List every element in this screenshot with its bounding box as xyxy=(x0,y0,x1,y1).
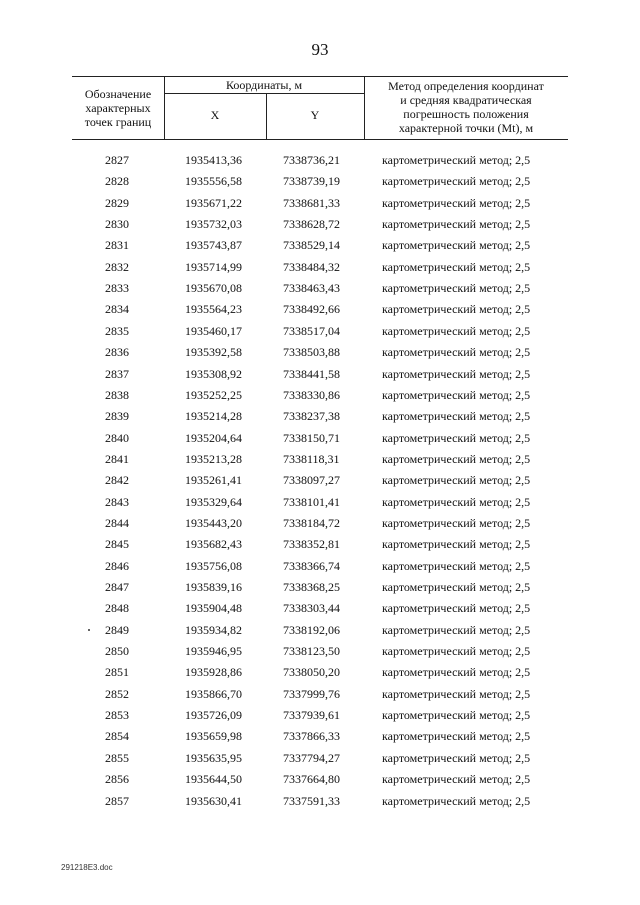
point-id-cell: 2831 xyxy=(105,238,129,253)
table-row xyxy=(0,620,640,641)
x-coordinate-cell: 1935671,22 xyxy=(185,195,242,210)
table-row xyxy=(0,214,640,235)
point-id-cell: 2856 xyxy=(105,772,129,787)
table-row xyxy=(0,449,640,470)
y-coordinate-cell: 7338484,32 xyxy=(283,259,340,274)
point-id-cell: 2830 xyxy=(105,217,129,232)
point-id-cell: 2838 xyxy=(105,387,129,402)
y-coordinate-cell: 7338118,31 xyxy=(283,451,340,466)
y-coordinate-cell: 7338503,88 xyxy=(283,345,340,360)
point-id-cell: 2850 xyxy=(105,644,129,659)
table-row xyxy=(0,470,640,491)
point-id-cell: 2844 xyxy=(105,515,129,530)
point-id-cell: 2855 xyxy=(105,750,129,765)
table-row xyxy=(0,513,640,534)
point-id-cell: 2853 xyxy=(105,708,129,723)
table-row xyxy=(0,705,640,726)
y-coordinate-cell: 7338736,21 xyxy=(283,153,340,167)
method-cell: картометрический метод; 2,5 xyxy=(382,195,531,210)
method-cell: картометрический метод; 2,5 xyxy=(382,473,531,488)
y-coordinate-cell: 7337664,80 xyxy=(283,772,340,787)
x-coordinate-cell: 1935732,03 xyxy=(185,217,242,232)
method-cell: картометрический метод; 2,5 xyxy=(382,238,531,253)
x-coordinate-cell: 1935204,64 xyxy=(185,430,242,445)
y-coordinate-cell: 7338097,27 xyxy=(283,473,340,488)
method-cell: картометрический метод; 2,5 xyxy=(382,281,531,296)
method-cell: картометрический метод; 2,5 xyxy=(382,409,531,424)
table-row xyxy=(0,193,640,214)
x-coordinate-cell: 1935635,95 xyxy=(185,750,242,765)
y-coordinate-cell: 7337999,76 xyxy=(283,686,340,701)
table-row xyxy=(0,406,640,427)
x-coordinate-cell: 1935443,20 xyxy=(185,515,242,530)
y-coordinate-cell: 7337591,33 xyxy=(283,793,340,808)
table-row xyxy=(0,492,640,513)
page-number: 93 xyxy=(311,40,329,59)
point-id-cell: 2834 xyxy=(105,302,129,317)
header-line: погрешность положения xyxy=(403,107,529,121)
point-id-cell: 2842 xyxy=(105,473,129,488)
x-coordinate-cell: 1935213,28 xyxy=(185,451,242,466)
x-coordinate-cell: 1935904,48 xyxy=(185,601,242,616)
header-line: характерных xyxy=(85,101,151,115)
point-id-cell: 2847 xyxy=(105,580,129,594)
y-coordinate-cell: 7338681,33 xyxy=(283,195,340,210)
point-id-cell: 2835 xyxy=(105,323,129,338)
method-cell: картометрический метод; 2,5 xyxy=(382,217,531,232)
method-cell: картометрический метод; 2,5 xyxy=(382,259,531,274)
point-id-cell: 2827 xyxy=(105,153,129,167)
header-top-rule xyxy=(72,76,568,77)
table-row xyxy=(0,791,640,812)
method-cell: картометрический метод; 2,5 xyxy=(382,494,531,509)
point-id-cell: 2832 xyxy=(105,259,129,274)
table-row xyxy=(0,257,640,278)
y-coordinate-cell: 7338366,74 xyxy=(283,558,340,573)
point-id-cell: 2840 xyxy=(105,430,129,445)
method-cell: картометрический метод; 2,5 xyxy=(382,366,531,381)
header-bottom-rule xyxy=(72,139,568,140)
header-method xyxy=(364,79,568,135)
table-row xyxy=(0,641,640,662)
table-row xyxy=(0,598,640,619)
method-cell: картометрический метод; 2,5 xyxy=(382,601,531,616)
x-coordinate-cell: 1935413,36 xyxy=(185,153,242,167)
table-row xyxy=(0,726,640,747)
method-cell: картометрический метод; 2,5 xyxy=(382,729,531,744)
point-id-cell: 2846 xyxy=(105,558,129,573)
y-coordinate-cell: 7338352,81 xyxy=(283,537,340,552)
point-id-cell: 2836 xyxy=(105,345,129,360)
table-row xyxy=(0,534,640,555)
footer-filename: 291218E3.doc xyxy=(61,863,113,872)
y-coordinate-cell: 7337866,33 xyxy=(283,729,340,744)
table-row xyxy=(0,342,640,363)
x-coordinate-cell: 1935392,58 xyxy=(185,345,242,360)
header-line: и средняя квадратическая xyxy=(400,93,532,107)
x-coordinate-cell: 1935934,82 xyxy=(185,622,242,637)
x-coordinate-cell: 1935261,41 xyxy=(185,473,242,488)
method-cell: картометрический метод; 2,5 xyxy=(382,708,531,723)
y-coordinate-cell: 7338441,58 xyxy=(283,366,340,381)
x-coordinate-cell: 1935308,92 xyxy=(185,366,242,381)
table-row xyxy=(0,556,640,577)
scan-speck xyxy=(88,629,90,631)
x-coordinate-cell: 1935252,25 xyxy=(185,387,242,402)
table-row xyxy=(0,428,640,449)
table-row xyxy=(0,150,640,171)
y-coordinate-cell: 7338150,71 xyxy=(283,430,340,445)
method-cell: картометрический метод; 2,5 xyxy=(382,430,531,445)
table-row xyxy=(0,748,640,769)
coordinates-rule xyxy=(164,93,364,94)
method-cell: картометрический метод; 2,5 xyxy=(382,665,531,680)
y-coordinate-cell: 7338184,72 xyxy=(283,515,340,530)
header-coordinates: Координаты, м xyxy=(225,78,303,92)
header-line: характерной точки (Mt), м xyxy=(398,121,534,135)
point-id-cell: 2837 xyxy=(105,366,129,381)
x-coordinate-cell: 1935556,58 xyxy=(185,174,242,189)
method-cell: картометрический метод; 2,5 xyxy=(382,750,531,765)
y-coordinate-cell: 7338463,43 xyxy=(283,281,340,296)
method-cell: картометрический метод; 2,5 xyxy=(382,580,531,594)
x-coordinate-cell: 1935329,64 xyxy=(185,494,242,509)
point-id-cell: 2841 xyxy=(105,451,129,466)
y-coordinate-cell: 7338050,20 xyxy=(283,665,340,680)
table-row xyxy=(0,299,640,320)
x-coordinate-cell: 1935928,86 xyxy=(185,665,242,680)
header-line: Обозначение xyxy=(84,87,152,101)
point-id-cell: 2848 xyxy=(105,601,129,616)
point-id-cell: 2851 xyxy=(105,665,129,680)
table-row xyxy=(0,769,640,790)
point-id-cell: 2852 xyxy=(105,686,129,701)
y-coordinate-cell: 7338739,19 xyxy=(283,174,340,189)
method-cell: картометрический метод; 2,5 xyxy=(382,387,531,402)
table-row xyxy=(0,278,640,299)
x-coordinate-cell: 1935630,41 xyxy=(185,793,242,808)
method-cell: картометрический метод; 2,5 xyxy=(382,772,531,787)
y-coordinate-cell: 7338237,38 xyxy=(283,409,340,424)
x-coordinate-cell: 1935214,28 xyxy=(185,409,242,424)
x-coordinate-cell: 1935743,87 xyxy=(185,238,242,253)
y-coordinate-cell: 7338529,14 xyxy=(283,238,340,253)
y-coordinate-cell: 7338192,06 xyxy=(283,622,340,637)
header-point-designation xyxy=(72,87,164,129)
x-coordinate-cell: 1935866,70 xyxy=(185,686,242,701)
method-cell: картометрический метод; 2,5 xyxy=(382,345,531,360)
point-id-cell: 2828 xyxy=(105,174,129,189)
method-cell: картометрический метод; 2,5 xyxy=(382,793,531,808)
point-id-cell: 2843 xyxy=(105,494,129,509)
x-coordinate-cell: 1935659,98 xyxy=(185,729,242,744)
table-row xyxy=(0,662,640,683)
table-row xyxy=(0,364,640,385)
method-cell: картометрический метод; 2,5 xyxy=(382,174,531,189)
y-coordinate-cell: 7338123,50 xyxy=(283,644,340,659)
y-coordinate-cell: 7338492,66 xyxy=(283,302,340,317)
x-coordinate-cell: 1935670,08 xyxy=(185,281,242,296)
point-id-cell: 2845 xyxy=(105,537,129,552)
x-coordinate-cell: 1935714,99 xyxy=(185,259,242,274)
point-id-cell: 2833 xyxy=(105,281,129,296)
method-cell: картометрический метод; 2,5 xyxy=(382,686,531,701)
x-coordinate-cell: 1935564,23 xyxy=(185,302,242,317)
x-coordinate-cell: 1935460,17 xyxy=(185,323,242,338)
header-line: точек границ xyxy=(84,115,152,129)
table-row xyxy=(0,321,640,342)
method-cell: картометрический метод; 2,5 xyxy=(382,558,531,573)
point-id-cell: 2849 xyxy=(105,622,129,637)
x-coordinate-cell: 1935946,95 xyxy=(185,644,242,659)
x-coordinate-cell: 1935839,16 xyxy=(185,580,242,594)
point-id-cell: 2857 xyxy=(105,793,129,808)
table-row xyxy=(0,385,640,406)
header-y: Y xyxy=(310,108,320,122)
x-coordinate-cell: 1935644,50 xyxy=(185,772,242,787)
y-coordinate-cell: 7338330,86 xyxy=(283,387,340,402)
table-row xyxy=(0,171,640,192)
x-coordinate-cell: 1935682,43 xyxy=(185,537,242,552)
y-coordinate-cell: 7338517,04 xyxy=(283,323,340,338)
method-cell: картометрический метод; 2,5 xyxy=(382,153,531,167)
method-cell: картометрический метод; 2,5 xyxy=(382,302,531,317)
x-coordinate-cell: 1935756,08 xyxy=(185,558,242,573)
header-line: Метод определения координат xyxy=(388,79,544,93)
point-id-cell: 2839 xyxy=(105,409,129,424)
y-coordinate-cell: 7338628,72 xyxy=(283,217,340,232)
header-x: X xyxy=(210,108,220,122)
table-row xyxy=(0,235,640,256)
y-coordinate-cell: 7338368,25 xyxy=(283,580,340,594)
point-id-cell: 2854 xyxy=(105,729,129,744)
y-coordinate-cell: 7337794,27 xyxy=(283,750,340,765)
method-cell: картометрический метод; 2,5 xyxy=(382,323,531,338)
method-cell: картометрический метод; 2,5 xyxy=(382,644,531,659)
method-cell: картометрический метод; 2,5 xyxy=(382,622,531,637)
method-cell: картометрический метод; 2,5 xyxy=(382,537,531,552)
method-cell: картометрический метод; 2,5 xyxy=(382,515,531,530)
table-row xyxy=(0,684,640,705)
method-cell: картометрический метод; 2,5 xyxy=(382,451,531,466)
y-coordinate-cell: 7338303,44 xyxy=(283,601,340,616)
y-coordinate-cell: 7338101,41 xyxy=(283,494,340,509)
table-row xyxy=(0,577,640,598)
x-coordinate-cell: 1935726,09 xyxy=(185,708,242,723)
y-coordinate-cell: 7337939,61 xyxy=(283,708,340,723)
point-id-cell: 2829 xyxy=(105,195,129,210)
